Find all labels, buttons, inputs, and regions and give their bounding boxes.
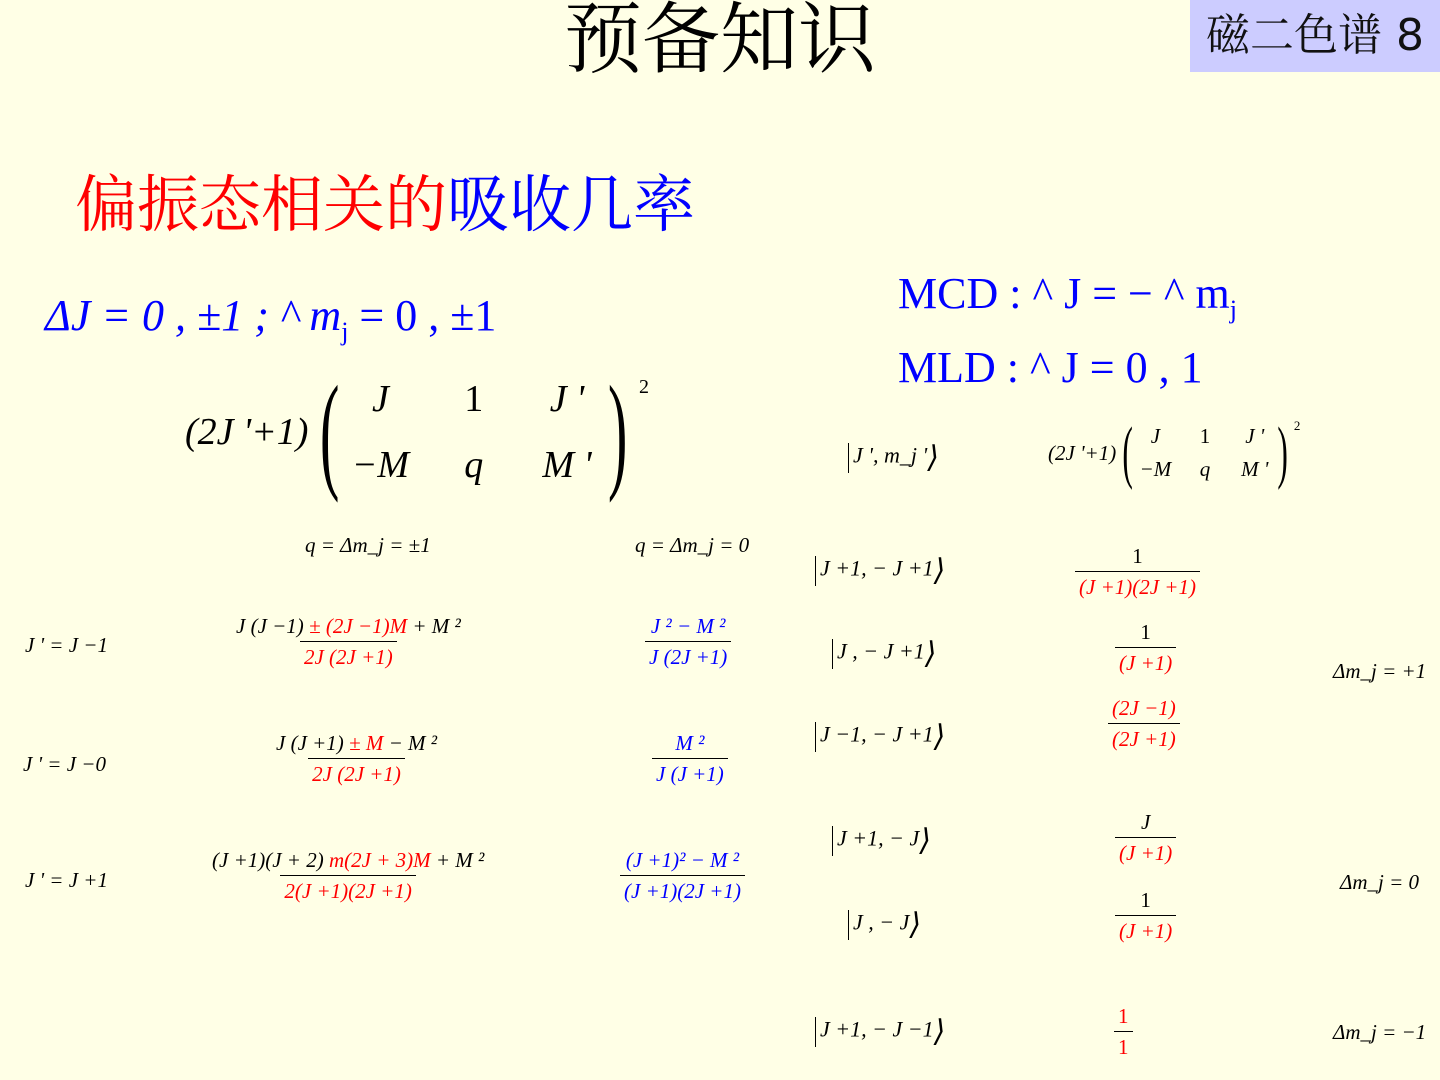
prob-row-1: $\frac{1}{(J +1)(2J +1)}$ [1075, 544, 1200, 600]
mcd-rule: MCD : ^ J = − ^ $m_j$ [898, 269, 1237, 324]
ket-row-2: J , − J +1⟩ [832, 636, 936, 671]
mld-rule: MLD : ^ J = 0 , 1 [898, 343, 1203, 392]
dm-label-0: Δm_j = 0 [1340, 870, 1419, 894]
slide-badge: 磁二色谱 8 [1190, 0, 1440, 72]
row-label-jm1: J ' = J −1 [25, 633, 108, 657]
selection-rule: ΔJ = 0 , ±1 ; ^ $m_j = 0$ , ±1 [45, 291, 497, 346]
page-title: 预备知识 [563, 0, 876, 85]
dm-label-minus1: Δm_j = −1 [1333, 1020, 1427, 1044]
subtitle-blue: 吸收几率 [447, 168, 696, 241]
col-header-q-pm1: q = Δm_j = ±1 [305, 533, 431, 557]
ket-row-4: J +1, − J⟩ [832, 823, 931, 858]
formula-jm1-q1: $\frac{\text{J (J −1) ± (2J −1)M + M ²}}{2J (2J +1)}$ [236, 614, 461, 669]
row-label-jp1: J ' = J +1 [25, 868, 108, 892]
three-j-formula: (2J '+1) ( J 1 J ' −M q M ' ) $^2$ [185, 360, 649, 504]
col-header-q-0: q = Δm_j = 0 [635, 533, 750, 557]
row-label-j0: J ' = J −0 [23, 752, 106, 776]
subtitle-red: 偏振态相关的 [75, 168, 448, 241]
prob-row-5: $\frac{1}{(J +1)}$ [1115, 888, 1176, 944]
ket-row-3: J −1, − J +1⟩ [815, 719, 945, 754]
ket-header: J ', m_j '⟩ [848, 440, 939, 475]
formula-jp1-q1: $\frac{\text{(J +1)(J + 2) m(2J + 3)M + M ²}}{2(J +1)(2J +1)}$ [212, 848, 485, 903]
formula-j0-q0: $\frac{\text{M ²}}{J (J +1)}$ [652, 731, 728, 787]
three-j-matrix-small: J 1 J ' −M q M ' [1139, 424, 1269, 481]
section-subtitle [75, 155, 695, 244]
ket-row-1: J +1, − J +1⟩ [815, 553, 945, 588]
prob-row-4: $\frac{J}{(J +1)}$ [1115, 810, 1176, 866]
ket-row-6: J +1, − J −1⟩ [815, 1014, 945, 1049]
three-j-matrix: J 1 J ' −M q M ' [351, 378, 592, 486]
prob-row-2: $\frac{1}{(J +1)}$ [1115, 620, 1176, 676]
prob-row-3: $\frac{(2J -1)}{(2J +1)}$ [1108, 696, 1180, 752]
formula-j0-q1: $\frac{\text{J (J +1) ± M − M ²}}{2J (2J +1)}$ [276, 731, 438, 786]
three-j-formula-small: (2J '+1) ( J 1 J ' −M q M ' ) $^2$ [1048, 414, 1301, 491]
dm-label-plus1: Δm_j = +1 [1333, 659, 1427, 683]
prob-row-6: $\frac{1}{1}$ [1114, 1004, 1133, 1060]
formula-jp1-q0: $\frac{\text{(J +1)² − M ²}}{(J +1)(2J +1)}$ [620, 848, 745, 904]
ket-row-5: J , − J⟩ [848, 907, 921, 942]
formula-jm1-q0: $\frac{\text{J ² − M ²}}{J (2J +1)}$ [645, 614, 731, 670]
